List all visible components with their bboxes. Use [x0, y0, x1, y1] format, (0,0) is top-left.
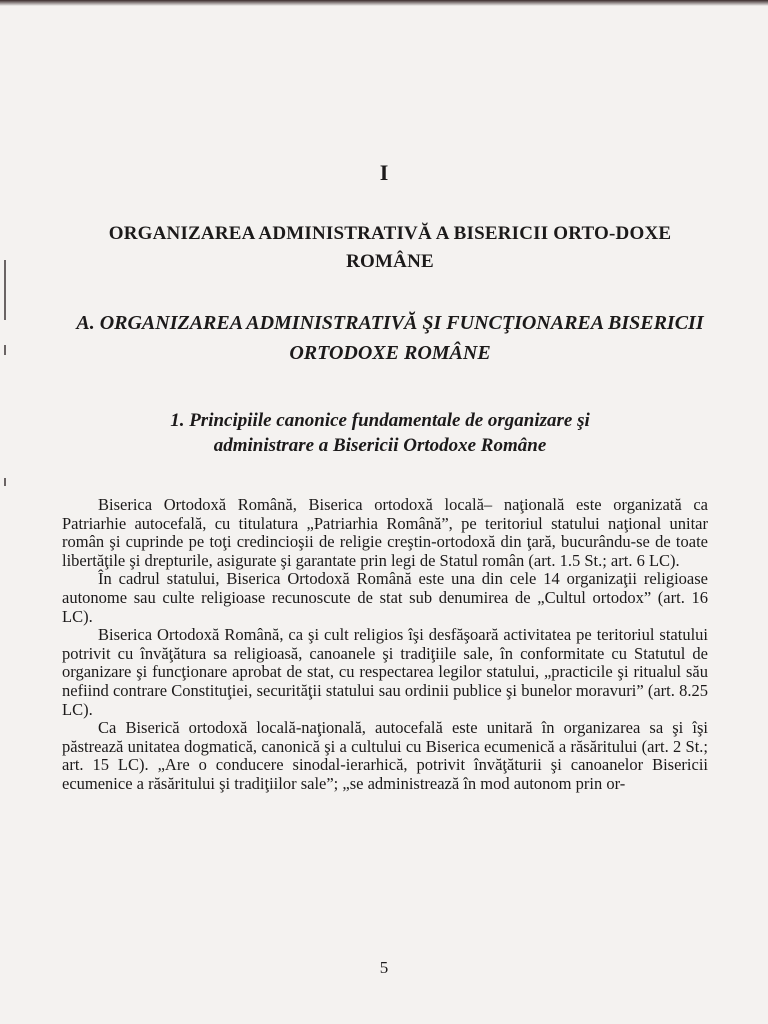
body-text	[62, 496, 708, 794]
paragraph: Biserica Ortodoxă Română, ca şi cult religios îşi desfăşoară activitatea pe teritoriul statului potrivit cu învăţătura sa religioasă, canoanele şi tradiţiile sale, în conformitate cu Statutul de organizare şi funcţionare aprobat de stat, cu respectarea legilor statului, „practicile şi ritualul său nefiind contrare Constituţiei, securităţii statului sau ordinii publice şi bunelor moravuri” (art. 8.25 LC).	[62, 625, 708, 719]
section-title: A. ORGANIZAREA ADMINISTRATIVĂ ŞI FUNCŢIONAREA BISERICII ORTODOXE ROMÂNE	[76, 312, 704, 364]
binding-mark	[4, 478, 6, 486]
page-top-edge	[0, 0, 768, 6]
paragraph: În cadrul statului, Biserica Ortodoxă Română este una din cele 14 organizaţii religioase autonome sau culte religioase recunoscute de stat sub denumirea de „Cultul ortodox” (art. 16 LC).	[62, 569, 708, 626]
page-number: 5	[379, 958, 389, 977]
chapter-title: ORGANIZAREA ADMINISTRATIVĂ A BISERICII ORTO-DOXE ROMÂNE	[108, 223, 672, 272]
paragraph: Ca Biserică ortodoxă locală-naţională, autocefală este unitară în organizarea sa şi îşi păstrează unitatea dogmatică, canonică şi a cultului cu Biserica ecumenică a răsăritului (art. 2 St.; art. 15 LC). „Are o conducere sinodal-ierarhică, potrivit învăţăturii şi canoanelor Bisericii ecumenice a răsăritului şi tradiţiilor sale”; „se administrează în mod autonom prin or-	[62, 718, 708, 793]
binding-mark	[4, 260, 6, 320]
subsection-title: 1. Principiile canonice fundamentale de organizare şi administrare a Bisericii Ortodoxe Române	[170, 410, 590, 456]
chapter-number: I	[379, 160, 389, 185]
paragraph: Biserica Ortodoxă Română, Biserica ortodoxă locală– naţională este organizată ca Patriarhie autocefală, cu titulatura „Patriarhia Română”, pe teritoriul statului naţional unitar român şi cuprinde pe toţi credincioşii de religie creştin-ortodoxă din ţară, bucurându-se de toate libertăţile şi drepturile, asigurate şi garantate prin legi de Statul român (art. 1.5 St.; art. 6 LC).	[62, 495, 708, 570]
binding-mark	[4, 345, 6, 355]
